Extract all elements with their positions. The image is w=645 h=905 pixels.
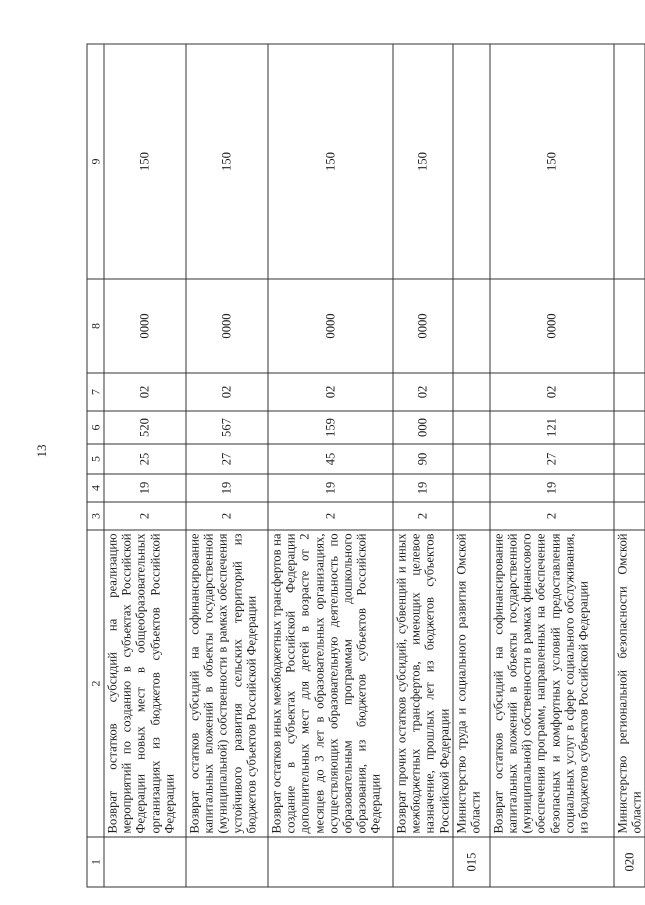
code-cell: 150 xyxy=(104,44,186,279)
column-header: 5 xyxy=(87,444,104,474)
column-header: 2 xyxy=(87,530,104,837)
admin-code-cell xyxy=(393,837,453,887)
code-cell: 19 xyxy=(104,474,186,502)
code-cell: 0000 xyxy=(489,279,613,373)
code-cell: 000 xyxy=(393,411,453,444)
code-cell: 150 xyxy=(489,44,613,279)
code-cell xyxy=(613,444,644,474)
code-cell: 02 xyxy=(104,373,186,411)
code-cell: 90 xyxy=(393,444,453,474)
description-cell: Возврат остатков субсидий на реализацию мероприятий по созданию в субъектах Российской Федерации новых мест в общеобразовательных организациях из бюджетов субъектов Российской Федерации xyxy=(104,530,186,837)
code-cell: 19 xyxy=(186,474,268,502)
code-cell xyxy=(452,444,489,474)
code-cell: 27 xyxy=(489,444,613,474)
table-row xyxy=(489,44,613,887)
admin-code-cell xyxy=(489,837,613,887)
code-cell: 19 xyxy=(268,474,393,502)
code-cell: 19 xyxy=(489,474,613,502)
code-cell: 2 xyxy=(186,502,268,530)
code-cell xyxy=(452,373,489,411)
page-number: 13 xyxy=(34,444,49,458)
code-cell xyxy=(613,44,644,279)
table-row xyxy=(452,44,489,887)
code-cell: 02 xyxy=(393,373,453,411)
description-cell: Возврат остатков субсидий на софинансирование капитальных вложений в объекты государственной (муниципальной) собственности в рамках финансового обеспечения программ, направленных на обеспечение безопасных и комфортных условий предоставления социальных услуг в сфере социального обслуживания, из бюджетов субъектов Российской Федерации xyxy=(489,530,613,837)
description-cell: Возврат прочих остатков субсидий, субвенций и иных межбюджетных трансфертов, имеющих целевое назначение, прошлых лет из бюджетов субъектов Российской Федерации xyxy=(393,530,453,837)
code-cell: 520 xyxy=(104,411,186,444)
code-cell xyxy=(452,44,489,279)
code-cell: 25 xyxy=(104,444,186,474)
code-cell: 159 xyxy=(268,411,393,444)
code-cell xyxy=(452,502,489,530)
code-cell: 150 xyxy=(393,44,453,279)
table-row xyxy=(186,44,268,887)
code-cell: 567 xyxy=(186,411,268,444)
column-header: 9 xyxy=(87,44,104,279)
code-cell: 2 xyxy=(104,502,186,530)
description-cell: Возврат остатков иных межбюджетных трансфертов на создание в субъектах Российской Федерации дополнительных мест для детей в возрасте от 2 месяцев до 3 лет в образовательных организациях, осуществляющих образовательную деятельность по образовательным программам дошкольного образования, из бюджетов субъектов Российской Федерации xyxy=(268,530,393,837)
admin-code-cell: 015 xyxy=(452,837,489,887)
code-cell: 02 xyxy=(489,373,613,411)
code-cell: 27 xyxy=(186,444,268,474)
code-cell: 2 xyxy=(489,502,613,530)
code-cell: 150 xyxy=(186,44,268,279)
code-cell xyxy=(613,502,644,530)
code-cell xyxy=(452,279,489,373)
code-cell: 150 xyxy=(268,44,393,279)
code-cell: 0000 xyxy=(393,279,453,373)
code-cell: 02 xyxy=(268,373,393,411)
description-cell: Возврат остатков субсидий на софинансирование капитальных вложений в объекты государственной (муниципальной) собственности в рамках обеспечения устойчивого развития сельских территорий из бюджетов субъектов Российской Федерации xyxy=(186,530,268,837)
description-cell: Министерство труда и социального развития Омской области xyxy=(452,530,489,837)
code-cell: 19 xyxy=(393,474,453,502)
table-row xyxy=(393,44,453,887)
table-row xyxy=(613,44,644,887)
code-cell xyxy=(613,474,644,502)
code-cell: 121 xyxy=(489,411,613,444)
column-header: 7 xyxy=(87,373,104,411)
code-cell: 45 xyxy=(268,444,393,474)
budget-table-rotated xyxy=(86,45,644,888)
column-header: 1 xyxy=(87,837,104,887)
code-cell: 0000 xyxy=(268,279,393,373)
admin-code-cell xyxy=(186,837,268,887)
column-header: 3 xyxy=(87,502,104,530)
code-cell xyxy=(613,279,644,373)
column-header: 8 xyxy=(87,279,104,373)
code-cell: 2 xyxy=(393,502,453,530)
column-header: 4 xyxy=(87,474,104,502)
code-cell: 2 xyxy=(268,502,393,530)
table-row xyxy=(104,44,186,887)
code-cell xyxy=(452,474,489,502)
header-row xyxy=(87,44,104,887)
admin-code-cell xyxy=(104,837,186,887)
budget-codes-table xyxy=(86,44,645,888)
code-cell xyxy=(452,411,489,444)
column-header: 6 xyxy=(87,411,104,444)
code-cell xyxy=(613,411,644,444)
code-cell: 02 xyxy=(186,373,268,411)
code-cell: 0000 xyxy=(186,279,268,373)
code-cell xyxy=(613,373,644,411)
admin-code-cell xyxy=(268,837,393,887)
description-cell: Министерство региональной безопасности Омской области xyxy=(613,530,644,837)
admin-code-cell: 020 xyxy=(613,837,644,887)
table-row xyxy=(268,44,393,887)
code-cell: 0000 xyxy=(104,279,186,373)
